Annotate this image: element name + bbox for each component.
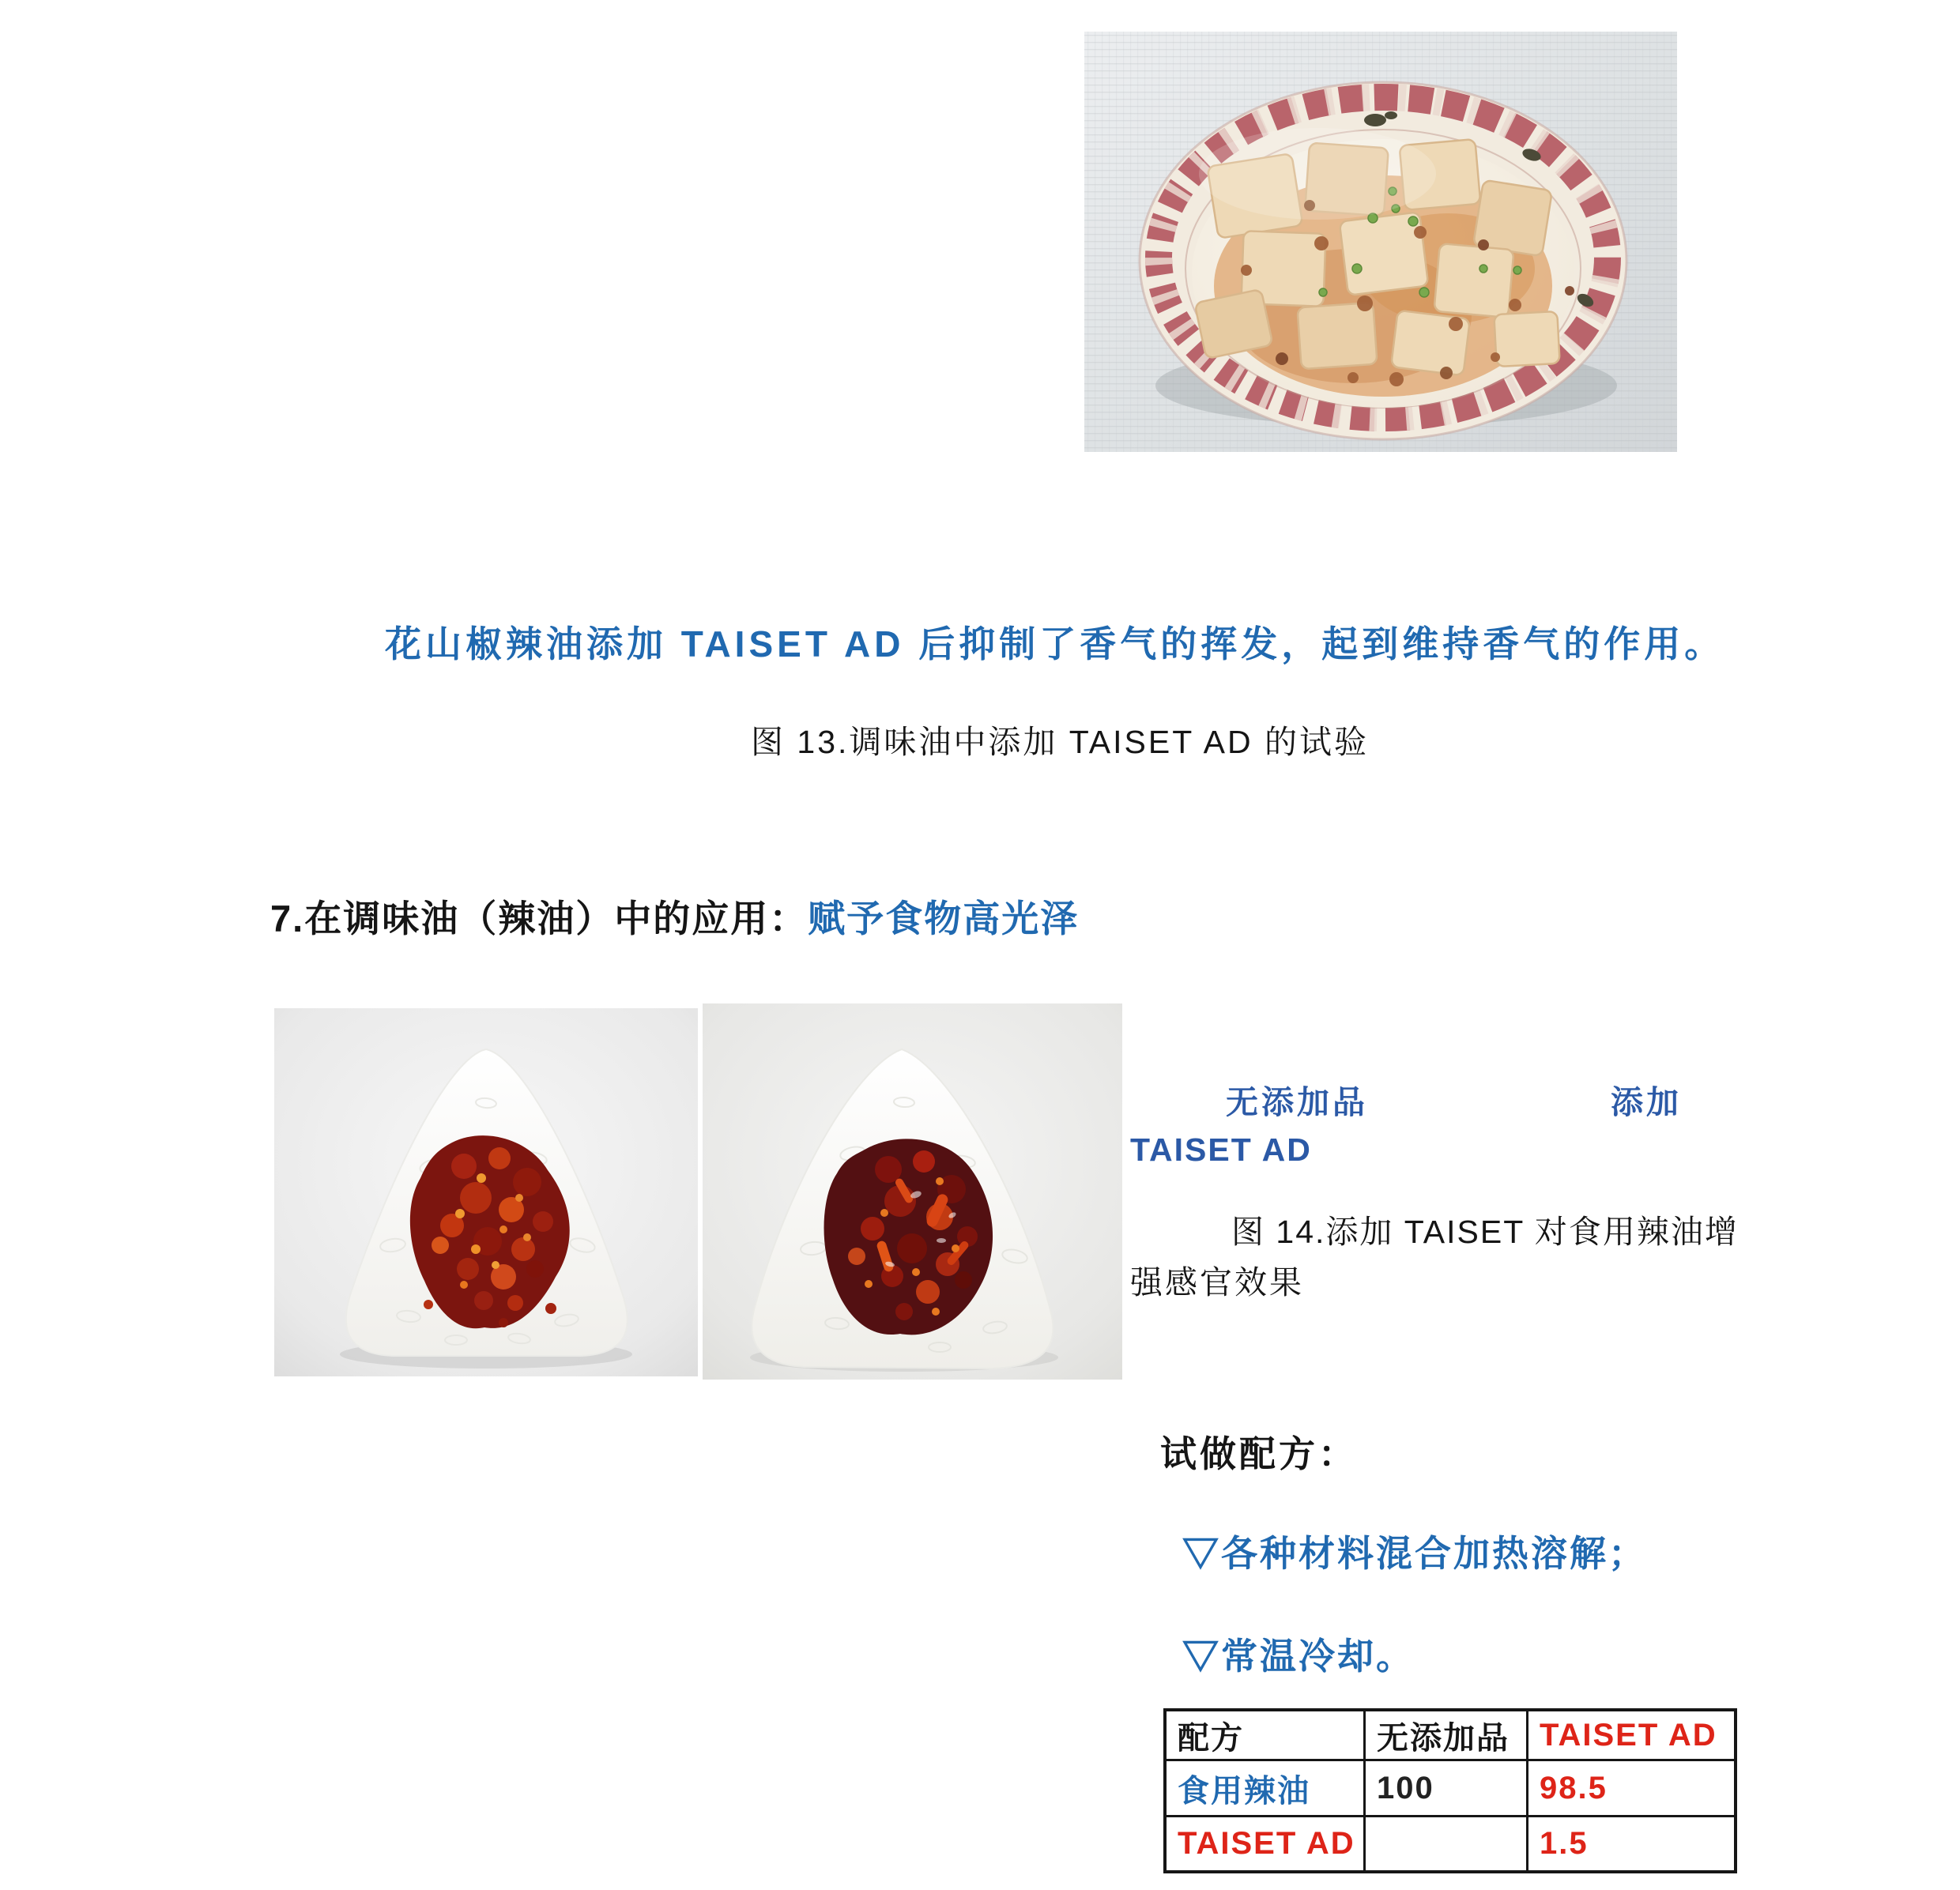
table-row1-no-additive-value: 100 [1366,1761,1528,1817]
plate-highlight [1199,128,1436,220]
table-header-taiset-ad: TAISET AD [1528,1711,1734,1761]
recipe-step-2: ▽常温冷却。 [1182,1636,1415,1677]
table-header-formula: 配方 [1167,1711,1366,1761]
onigiri-taiset-photo [703,1003,1122,1380]
chili-oil-topping-glossy [824,1139,993,1335]
label-no-additive: 无添加品 [1226,1084,1368,1120]
label-added-taiset-ad: TAISET AD [1130,1131,1312,1168]
figure13-statement: 花山椒辣油添加 TAISET AD 后抑制了香气的挥发，起到维持香气的作用。 [385,623,1725,665]
section7-heading-blue: 赋予食物高光泽 [808,898,1080,939]
section7-heading [270,890,1079,943]
mapo-tofu-photo [1084,32,1677,452]
figure14-caption-line2: 强感官效果 [1130,1264,1304,1301]
table-row1-taiset-value: 98.5 [1528,1761,1734,1817]
table-row2-no-additive-value [1366,1817,1528,1870]
recipe-step-1: ▽各种材料混合加热溶解； [1182,1533,1647,1574]
onigiri-no-additive-photo [274,1008,698,1376]
figure14-caption-line1: 图 14.添加 TAISET 对食用辣油增 [1231,1214,1739,1250]
table-row2-ingredient: TAISET AD [1167,1817,1366,1870]
table-header-no-additive: 无添加品 [1366,1711,1528,1761]
section7-heading-black: 7.在调味油（辣油）中的应用： [270,898,808,939]
formulation-table [1163,1708,1737,1873]
recipe-title: 试做配方： [1160,1433,1358,1474]
figure13-caption: 图 13.调味油中添加 TAISET AD 的试验 [751,724,1369,760]
table-row1-ingredient: 食用辣油 [1167,1761,1366,1817]
label-added: 添加 [1611,1084,1682,1120]
table-row2-taiset-value: 1.5 [1540,1826,1589,1861]
